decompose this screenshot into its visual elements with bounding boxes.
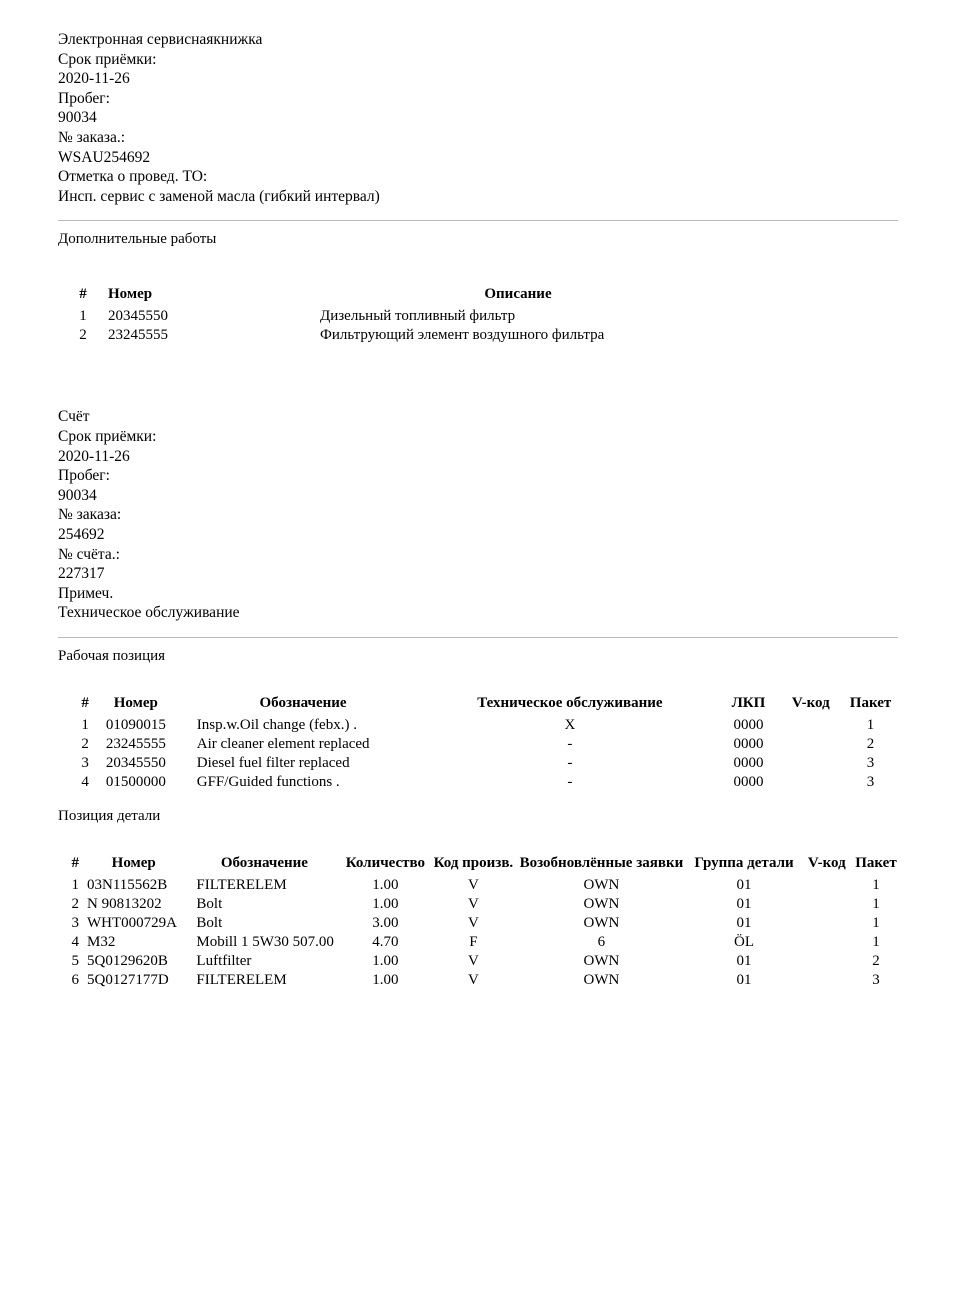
cell-service: - [567, 773, 573, 790]
cell-part-group: 01 [736, 914, 752, 931]
cell-vcode [781, 773, 842, 792]
invoice-line-note-value: Техническое обслуживание [58, 604, 240, 622]
cell-lkp: 0000 [733, 735, 764, 752]
divider-invoice [58, 637, 898, 638]
col-header-number: Номер [113, 694, 158, 711]
cell-part-group: 01 [736, 876, 752, 893]
cell-packet: 1 [872, 933, 880, 950]
cell-quantity: 1.00 [372, 876, 399, 893]
cell-vcode [802, 914, 852, 933]
col-header-part-group: Группа детали [694, 854, 794, 871]
cell-packet: 2 [866, 735, 875, 752]
header-line-service-mark-label: Отметка о провед. ТО: [58, 168, 208, 186]
col-header-index: # [79, 286, 87, 303]
cell-index: 1 [71, 876, 80, 893]
header-line-acceptance-label: Срок приёмки: [58, 50, 157, 68]
table-row [66, 307, 778, 326]
table-row [64, 754, 900, 773]
col-header-vcode: V-код [807, 854, 846, 871]
col-header-designation: Обозначение [220, 854, 308, 871]
cell-renewed-claims: 6 [597, 933, 606, 950]
col-header-service: Техническое обслуживание [477, 694, 663, 711]
cell-number: N 90813202 [87, 895, 162, 912]
cell-part-group: 01 [736, 952, 752, 969]
invoice-line-order-label: № заказа: [58, 506, 122, 524]
invoice-line-invoice-label: № счёта.: [58, 545, 120, 563]
cell-lkp: 0000 [733, 716, 764, 733]
cell-designation: Bolt [196, 914, 223, 931]
cell-renewed-claims: OWN [583, 971, 620, 988]
cell-number: 23245555 [108, 327, 168, 344]
work-positions-title: Рабочая позиция [58, 647, 166, 664]
col-header-description: Описание [484, 286, 552, 303]
cell-designation: FILTERELEM [196, 876, 287, 893]
cell-index: 2 [79, 327, 87, 344]
cell-manufacturer-code: V [467, 952, 479, 969]
table-row [64, 952, 900, 971]
cell-designation: Air cleaner element replaced [196, 735, 370, 752]
cell-manufacturer-code: V [467, 876, 479, 893]
cell-renewed-claims: OWN [583, 895, 620, 912]
cell-part-group: ÖL [734, 933, 755, 950]
cell-index: 3 [71, 914, 80, 931]
table-row [64, 895, 900, 914]
col-header-index: # [81, 694, 89, 711]
cell-index: 1 [79, 308, 87, 325]
col-header-renewed-claims: Возобновлённые заявки [519, 854, 684, 871]
cell-number: 5Q0127177D [87, 971, 169, 988]
cell-part-group: 01 [736, 895, 752, 912]
col-header-manufacturer-code: Код произв. [433, 854, 514, 871]
cell-index: 4 [71, 933, 80, 950]
cell-designation: FILTERELEM [196, 971, 287, 988]
table-row [64, 933, 900, 952]
cell-packet: 2 [872, 952, 880, 969]
cell-renewed-claims: OWN [583, 914, 620, 931]
cell-number: 03N115562B [87, 876, 168, 893]
cell-number: 20345550 [108, 308, 168, 325]
table-header-row [66, 286, 778, 307]
cell-packet: 3 [866, 754, 875, 771]
cell-index: 5 [71, 952, 80, 969]
table-row [64, 914, 900, 933]
cell-description: Фильтрующий элемент воздушного фильтра [320, 327, 605, 344]
cell-index: 4 [81, 773, 89, 790]
col-header-packet: Пакет [855, 854, 897, 871]
table-row [64, 773, 900, 792]
cell-quantity: 4.70 [372, 933, 399, 950]
cell-service: - [567, 735, 573, 752]
invoice-line-mileage-value: 90034 [58, 486, 97, 504]
cell-designation: GFF/Guided functions . [196, 773, 340, 790]
header-line-title: Электронная сервиснаякнижка [58, 31, 263, 48]
cell-designation: Diesel fuel filter replaced [196, 754, 350, 771]
col-header-number: Номер [111, 854, 156, 871]
invoice-line-note-label: Примеч. [58, 584, 114, 602]
cell-quantity: 1.00 [372, 971, 399, 988]
divider-top [58, 220, 898, 221]
table-row [64, 716, 900, 735]
cell-number: M32 [87, 933, 116, 950]
col-header-lkp: ЛКП [731, 694, 766, 711]
cell-manufacturer-code: V [467, 914, 479, 931]
col-header-number: Номер [108, 286, 153, 303]
col-header-packet: Пакет [849, 694, 892, 711]
table-row [64, 735, 900, 754]
cell-packet: 1 [872, 914, 880, 931]
cell-number: 5Q0129620B [87, 952, 168, 969]
invoice-line-order-value: 254692 [58, 525, 105, 543]
cell-manufacturer-code: V [467, 971, 479, 988]
cell-index: 6 [71, 971, 80, 988]
cell-packet: 3 [866, 773, 875, 790]
cell-number: 01500000 [105, 773, 166, 790]
cell-vcode [802, 971, 852, 990]
header-line-order-label: № заказа.: [58, 128, 126, 146]
invoice-header [58, 407, 900, 623]
table-header-row [64, 855, 900, 876]
cell-packet: 1 [866, 716, 875, 733]
cell-packet: 1 [872, 876, 880, 893]
cell-number: WHT000729A [87, 914, 178, 931]
cell-part-group: 01 [736, 971, 752, 988]
cell-index: 2 [71, 895, 80, 912]
table-header-row [64, 695, 900, 716]
invoice-line-mileage-label: Пробег: [58, 467, 110, 485]
invoice-line-acceptance-label: Срок приёмки: [58, 427, 157, 445]
table-row [66, 326, 778, 345]
service-record-header [58, 30, 900, 206]
cell-manufacturer-code: F [469, 933, 478, 950]
cell-designation: Luftfilter [196, 952, 252, 969]
cell-index: 3 [81, 754, 89, 771]
cell-vcode [802, 933, 852, 952]
header-line-order-value: WSAU254692 [58, 148, 151, 166]
table-row [64, 971, 900, 990]
col-header-designation: Обозначение [259, 694, 347, 711]
cell-index: 1 [81, 716, 89, 733]
cell-description: Дизельный топливный фильтр [320, 308, 516, 325]
work-positions-table [64, 695, 900, 792]
cell-vcode [802, 895, 852, 914]
cell-quantity: 1.00 [372, 895, 399, 912]
cell-quantity: 3.00 [372, 914, 399, 931]
col-header-quantity: Количество [345, 854, 426, 871]
part-positions-table [64, 855, 900, 990]
cell-packet: 1 [872, 895, 880, 912]
table-row [64, 876, 900, 895]
cell-index: 2 [81, 735, 89, 752]
cell-renewed-claims: OWN [583, 952, 620, 969]
invoice-line-title: Счёт [58, 408, 90, 426]
cell-number: 23245555 [105, 735, 166, 752]
header-line-mileage-value: 90034 [58, 109, 97, 127]
col-header-vcode: V-код [791, 694, 830, 711]
invoice-line-acceptance-date: 2020-11-26 [58, 447, 130, 465]
col-header-index: # [71, 854, 80, 871]
cell-number: 20345550 [105, 754, 166, 771]
header-line-acceptance-date: 2020-11-26 [58, 70, 130, 88]
cell-designation: Mobill 1 5W30 507.00 [196, 933, 334, 950]
header-line-mileage-label: Пробег: [58, 89, 110, 107]
header-line-service-mark-value: Инсп. сервис с заменой масла (гибкий интервал) [58, 187, 380, 205]
cell-number: 01090015 [105, 716, 166, 733]
cell-manufacturer-code: V [467, 895, 479, 912]
cell-designation: Bolt [196, 895, 223, 912]
cell-renewed-claims: OWN [583, 876, 620, 893]
cell-vcode [802, 952, 852, 971]
additional-works-table [66, 286, 778, 345]
additional-works-title: Дополнительные работы [58, 231, 217, 248]
cell-service: - [567, 754, 573, 771]
cell-packet: 3 [872, 971, 880, 988]
cell-quantity: 1.00 [372, 952, 399, 969]
cell-vcode [802, 876, 852, 895]
cell-designation: Insp.w.Oil change (febx.) . [196, 716, 357, 733]
cell-vcode [781, 716, 842, 735]
cell-vcode [781, 754, 842, 773]
cell-lkp: 0000 [733, 754, 764, 771]
cell-lkp: 0000 [733, 773, 764, 790]
cell-service: X [564, 716, 576, 733]
part-positions-title: Позиция детали [58, 807, 161, 824]
invoice-line-invoice-value: 227317 [58, 565, 105, 583]
cell-vcode [781, 735, 842, 754]
